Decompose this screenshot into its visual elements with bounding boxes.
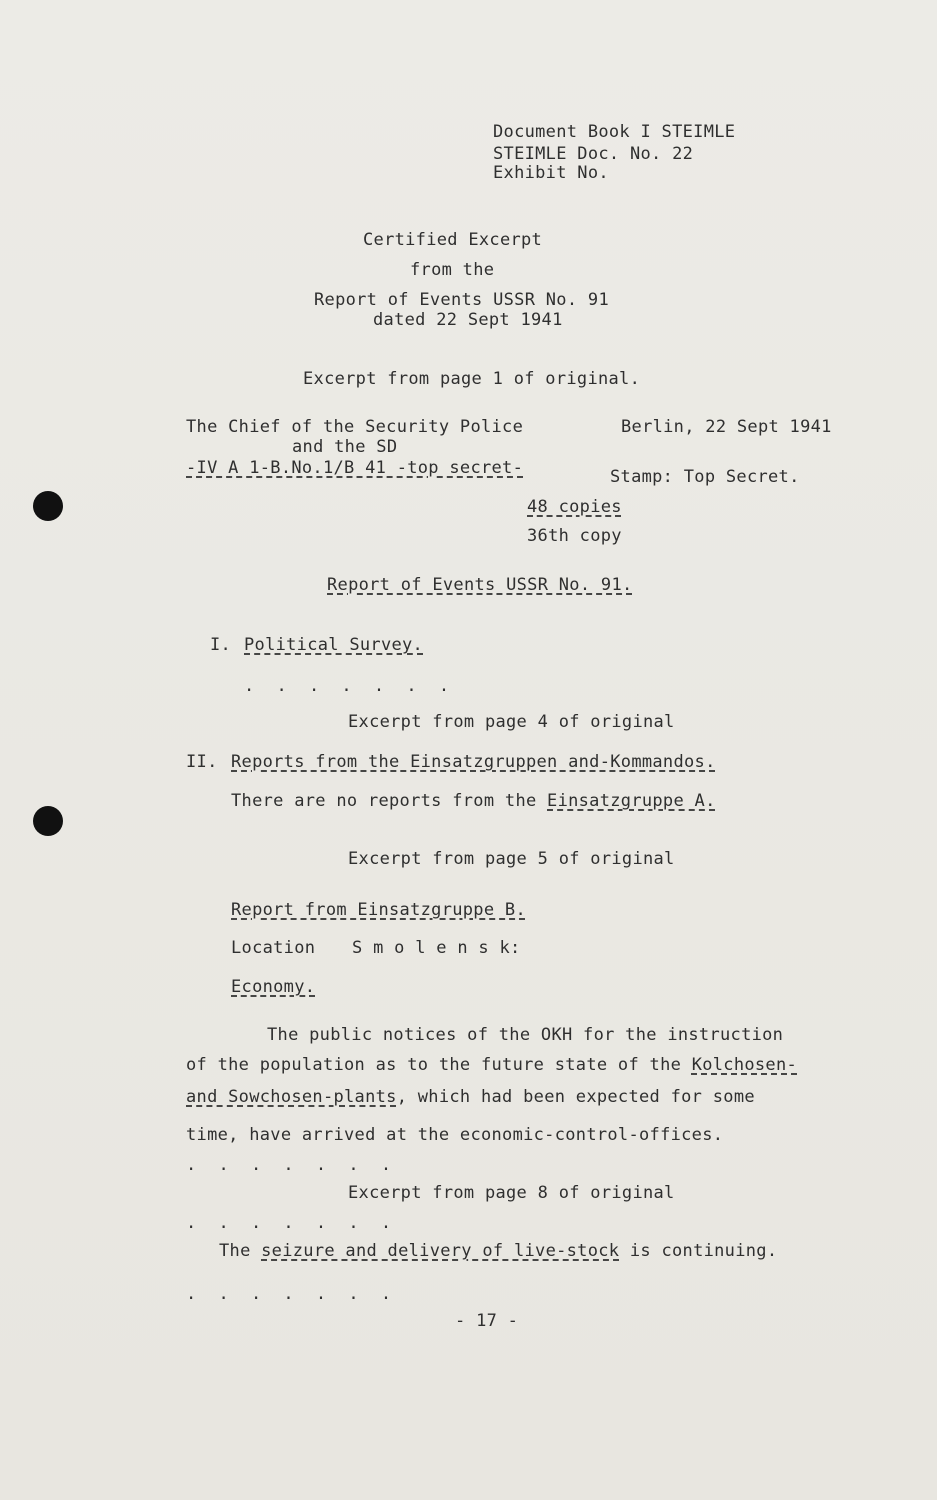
seizure-line-start: The bbox=[219, 1241, 262, 1261]
section-2-text-plain: There are no reports from the bbox=[231, 791, 548, 811]
report-einsatzgruppe-b: Report from Einsatzgruppe B. bbox=[231, 900, 526, 920]
seizure-line bbox=[219, 1241, 777, 1261]
title-line-1: Certified Excerpt bbox=[363, 230, 543, 250]
ellipsis-1: . . . . . . . bbox=[244, 676, 456, 696]
memo-stamp: Stamp: Top Secret. bbox=[610, 467, 800, 487]
seizure-line-underlined: seizure and delivery of live-stock bbox=[261, 1241, 620, 1261]
memo-from-line-2: and the SD bbox=[292, 437, 398, 457]
header-line-2: STEIMLE Doc. No. 22 bbox=[493, 144, 694, 164]
economy-heading: Economy. bbox=[231, 977, 316, 997]
memo-reference: -IV A 1-B.No.1/B 41 -top secret- bbox=[186, 458, 524, 478]
section-1-number: I. bbox=[210, 635, 232, 655]
ellipsis-2: . . . . . . . bbox=[186, 1155, 398, 1175]
page-number: - 17 - bbox=[455, 1311, 519, 1331]
excerpt-page-4: Excerpt from page 4 of original bbox=[348, 712, 675, 732]
memo-copy-number: 36th copy bbox=[527, 526, 622, 546]
ellipsis-3: . . . . . . . bbox=[186, 1213, 398, 1233]
paragraph-line-2-underlined: Kolchosen- bbox=[691, 1055, 798, 1075]
excerpt-page-5: Excerpt from page 5 of original bbox=[348, 849, 675, 869]
location-label: Location bbox=[231, 938, 316, 958]
paragraph-line-3 bbox=[186, 1087, 755, 1107]
memo-from-line-1: The Chief of the Security Police bbox=[186, 417, 524, 437]
title-line-2: from the bbox=[410, 260, 495, 280]
paragraph-line-1: The public notices of the OKH for the instruction bbox=[267, 1025, 784, 1045]
seizure-line-end: is continuing. bbox=[619, 1241, 778, 1261]
title-line-4: dated 22 Sept 1941 bbox=[373, 310, 563, 330]
ellipsis-4: . . . . . . . bbox=[186, 1284, 398, 1304]
paragraph-line-4: time, have arrived at the economic-control-offices. bbox=[186, 1125, 724, 1145]
title-line-3: Report of Events USSR No. 91 bbox=[314, 290, 609, 310]
section-2-title: Reports from the Einsatzgruppen and-Kommandos. bbox=[231, 752, 716, 772]
header-line-1: Document Book I STEIMLE bbox=[493, 122, 736, 142]
excerpt-page-8: Excerpt from page 8 of original bbox=[348, 1183, 675, 1203]
section-2-text bbox=[231, 791, 716, 811]
section-2-number: II. bbox=[186, 752, 218, 772]
memo-place-date: Berlin, 22 Sept 1941 bbox=[621, 417, 832, 437]
punch-hole bbox=[33, 806, 63, 836]
paragraph-line-3-underlined: and Sowchosen-plants bbox=[186, 1087, 397, 1107]
header-line-3: Exhibit No. bbox=[493, 163, 609, 183]
location-value: S m o l e n s k: bbox=[352, 938, 521, 958]
punch-hole bbox=[33, 491, 63, 521]
section-1-title: Political Survey. bbox=[244, 635, 424, 655]
paragraph-line-3-plain: , which had been expected for some bbox=[396, 1087, 755, 1107]
paragraph-line-2-plain: of the population as to the future state of the bbox=[186, 1055, 692, 1075]
memo-copies: 48 copies bbox=[527, 497, 622, 517]
paragraph-line-2 bbox=[186, 1055, 797, 1075]
section-2-text-underlined: Einsatzgruppe A. bbox=[547, 791, 716, 811]
report-title: Report of Events USSR No. 91. bbox=[327, 575, 633, 595]
excerpt-page-1: Excerpt from page 1 of original. bbox=[303, 369, 641, 389]
